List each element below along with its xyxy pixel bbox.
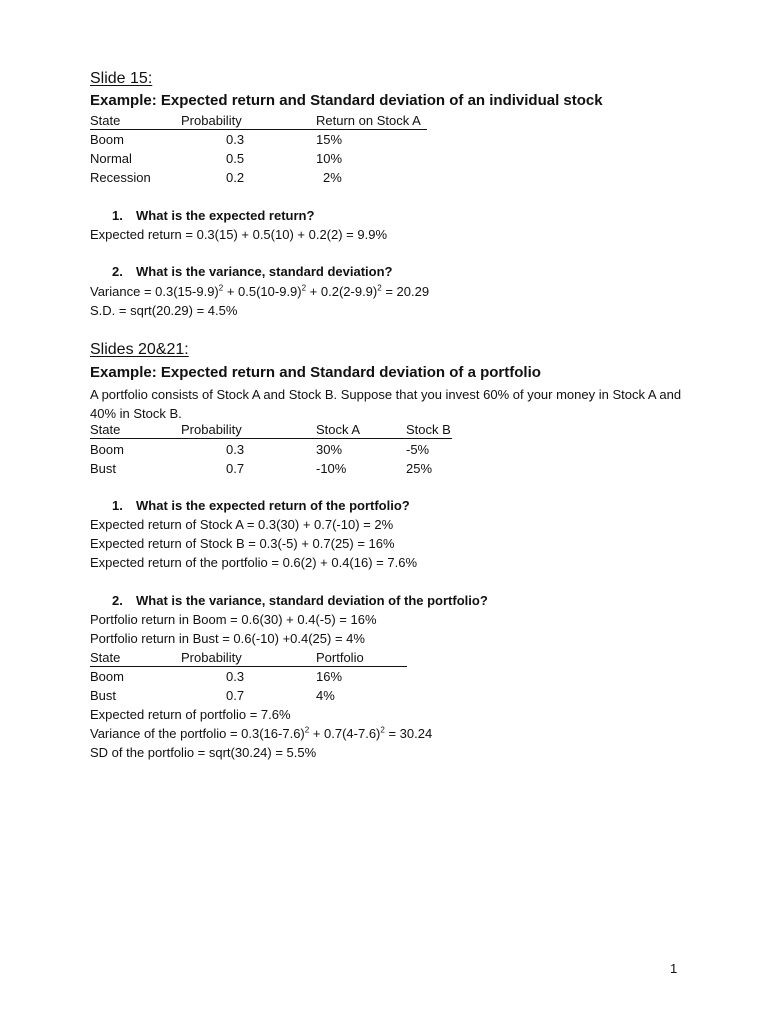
header-underline bbox=[90, 438, 452, 439]
question-text: What is the expected return of the portfolio? bbox=[136, 498, 410, 513]
page-number: 1 bbox=[670, 961, 678, 976]
variance-term: + 0.5(10-9.9) bbox=[223, 284, 302, 299]
answer-expected-return: Expected return = 0.3(15) + 0.5(10) + 0.2(2) = 9.9% bbox=[90, 227, 388, 242]
header-state: State bbox=[90, 650, 121, 665]
cell-probability: 0.5 bbox=[226, 151, 245, 166]
header-probability: Probability bbox=[181, 422, 242, 437]
cell-stock-a: 30% bbox=[316, 442, 343, 457]
table-header-row bbox=[90, 422, 452, 441]
cell-return: 2% bbox=[323, 170, 342, 185]
question-text: What is the expected return? bbox=[136, 208, 315, 223]
cell-probability: 0.7 bbox=[226, 461, 245, 476]
portfolio-return-boom: Portfolio return in Boom = 0.6(30) + 0.4(-5) = 16% bbox=[90, 612, 377, 627]
er-portfolio-summary: Expected return of portfolio = 7.6% bbox=[90, 707, 291, 722]
cell-stock-a: -10% bbox=[316, 461, 347, 476]
variance-term: Variance of the portfolio = 0.3(16-7.6) bbox=[90, 726, 305, 741]
exponent: 2 bbox=[301, 283, 307, 293]
question-text: What is the variance, standard deviation? bbox=[136, 264, 393, 279]
answer-er-stock-b: Expected return of Stock B = 0.3(-5) + 0.7(25) = 16% bbox=[90, 536, 395, 551]
cell-state: Bust bbox=[90, 688, 117, 703]
header-stock-a: Stock A bbox=[316, 422, 361, 437]
cell-probability: 0.2 bbox=[226, 170, 245, 185]
cell-stock-b: 25% bbox=[406, 461, 433, 476]
header-return-stock-a: Return on Stock A bbox=[316, 113, 421, 128]
cell-stock-b: -5% bbox=[406, 442, 430, 457]
question-number: 1. bbox=[112, 208, 123, 223]
portfolio-sd: SD of the portfolio = sqrt(30.24) = 5.5% bbox=[90, 745, 317, 760]
cell-state: Normal bbox=[90, 151, 132, 166]
exponent: 2 bbox=[218, 283, 224, 293]
header-probability: Probability bbox=[181, 113, 242, 128]
question-expected-return bbox=[112, 208, 314, 223]
cell-state: Recession bbox=[90, 170, 151, 185]
table-header-row bbox=[90, 113, 427, 132]
question-text: What is the variance, standard deviation of the portfolio? bbox=[136, 593, 488, 608]
question-portfolio-return bbox=[112, 498, 410, 513]
header-stock-b: Stock B bbox=[406, 422, 451, 437]
answer-er-portfolio: Expected return of the portfolio = 0.6(2) + 0.4(16) = 7.6% bbox=[90, 555, 417, 570]
question-number: 2. bbox=[112, 593, 123, 608]
variance-term: + 0.7(4-7.6) bbox=[309, 726, 381, 741]
section-title-individual-stock: Example: Expected return and Standard deviation of an individual stock bbox=[90, 92, 603, 109]
cell-probability: 0.3 bbox=[226, 132, 245, 147]
variance-term: + 0.2(2-9.9) bbox=[306, 284, 378, 299]
section-heading-slides-20-21: Slides 20&21: bbox=[90, 341, 189, 358]
cell-return: 10% bbox=[316, 151, 343, 166]
cell-probability: 0.3 bbox=[226, 669, 245, 684]
header-underline bbox=[90, 129, 427, 130]
portfolio-variance bbox=[90, 726, 432, 741]
variance-result: = 30.24 bbox=[384, 726, 433, 741]
question-number: 2. bbox=[112, 264, 123, 279]
question-number: 1. bbox=[112, 498, 123, 513]
cell-probability: 0.7 bbox=[226, 688, 245, 703]
answer-sd: S.D. = sqrt(20.29) = 4.5% bbox=[90, 303, 238, 318]
table-header-row bbox=[90, 650, 407, 669]
header-state: State bbox=[90, 113, 121, 128]
cell-state: Boom bbox=[90, 442, 124, 457]
cell-state: Boom bbox=[90, 132, 124, 147]
cell-portfolio: 16% bbox=[316, 669, 343, 684]
header-probability: Probability bbox=[181, 650, 242, 665]
exponent: 2 bbox=[304, 725, 310, 735]
section-title-portfolio: Example: Expected return and Standard deviation of a portfolio bbox=[90, 364, 541, 381]
cell-portfolio: 4% bbox=[316, 688, 335, 703]
cell-state: Boom bbox=[90, 669, 124, 684]
answer-variance bbox=[90, 284, 429, 299]
exponent: 2 bbox=[380, 725, 385, 735]
header-underline bbox=[90, 666, 407, 667]
question-portfolio-variance bbox=[112, 593, 488, 608]
variance-term: Variance = 0.3(15-9.9) bbox=[90, 284, 219, 299]
cell-probability: 0.3 bbox=[226, 442, 245, 457]
portfolio-return-bust: Portfolio return in Bust = 0.6(-10) +0.4(25) = 4% bbox=[90, 631, 365, 646]
variance-result: = 20.29 bbox=[381, 284, 430, 299]
cell-return: 15% bbox=[316, 132, 343, 147]
portfolio-intro: A portfolio consists of Stock A and Stock B. Suppose that you invest 60% of your money in Stock A and 40% in Stock B. bbox=[90, 387, 682, 421]
section-heading-slide-15: Slide 15: bbox=[90, 70, 153, 87]
exponent: 2 bbox=[377, 283, 382, 293]
header-state: State bbox=[90, 422, 121, 437]
header-portfolio: Portfolio bbox=[316, 650, 364, 665]
question-variance bbox=[112, 264, 392, 279]
cell-state: Bust bbox=[90, 461, 117, 476]
answer-er-stock-a: Expected return of Stock A = 0.3(30) + 0.7(-10) = 2% bbox=[90, 517, 394, 532]
